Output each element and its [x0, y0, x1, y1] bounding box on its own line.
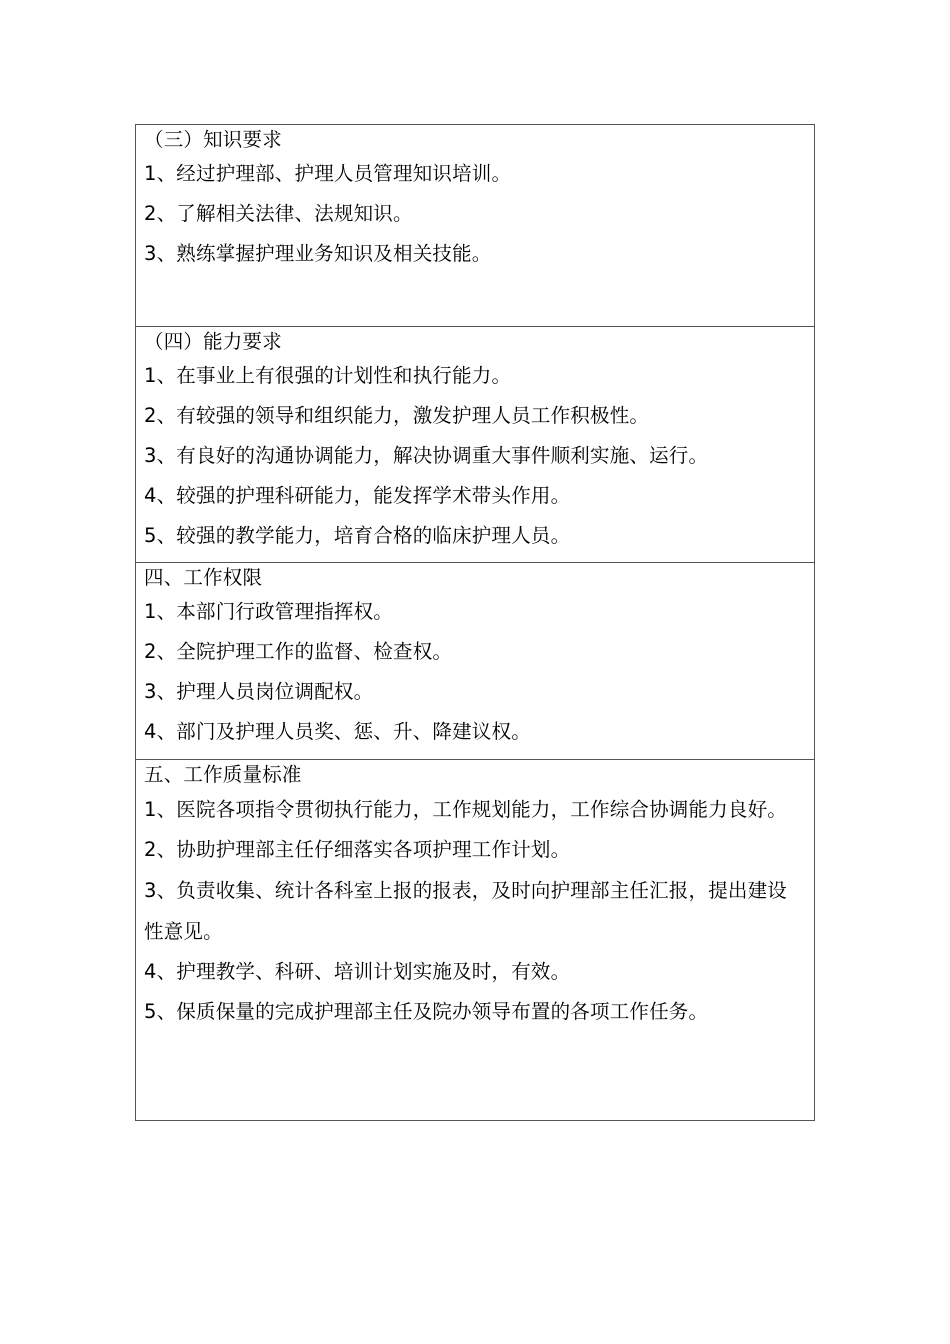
section-work-authority	[136, 562, 814, 759]
list-item: 5、较强的教学能力，培育合格的临床护理人员。	[144, 524, 571, 547]
list-item: 3、有良好的沟通协调能力，解决协调重大事件顺利实施、运行。	[144, 444, 709, 467]
section-knowledge-requirements	[136, 125, 814, 326]
list-item: 4、较强的护理科研能力，能发挥学术带头作用。	[144, 484, 571, 507]
list-item: 4、护理教学、科研、培训计划实施及时，有效。	[144, 960, 571, 983]
list-item: 3、负责收集、统计各科室上报的报表，及时向护理部主任汇报，提出建设性意见。	[144, 879, 788, 943]
list-item: 2、了解相关法律、法规知识。	[144, 202, 413, 225]
list-item: 1、本部门行政管理指挥权。	[144, 600, 394, 623]
section-heading: （三）知识要求	[144, 128, 282, 151]
list-item: 1、经过护理部、护理人员管理知识培训。	[144, 162, 512, 185]
section-heading: （四）能力要求	[144, 330, 282, 353]
section-heading: 五、工作质量标准	[144, 763, 302, 786]
job-description-table	[135, 124, 815, 1121]
list-item: 1、医院各项指令贯彻执行能力，工作规划能力，工作综合协调能力良好。	[144, 798, 788, 821]
list-item: 5、保质保量的完成护理部主任及院办领导布置的各项工作任务。	[144, 1000, 709, 1023]
section-ability-requirements	[136, 326, 814, 562]
list-item: 2、有较强的领导和组织能力，激发护理人员工作积极性。	[144, 404, 650, 427]
section-heading: 四、工作权限	[144, 566, 263, 589]
list-item: 3、熟练掌握护理业务知识及相关技能。	[144, 242, 492, 265]
list-item: 1、在事业上有很强的计划性和执行能力。	[144, 364, 512, 387]
section-work-quality-standards	[136, 759, 814, 1120]
list-item: 2、协助护理部主任仔细落实各项护理工作计划。	[144, 838, 571, 861]
list-item: 4、部门及护理人员奖、惩、升、降建议权。	[144, 720, 531, 743]
list-item: 3、护理人员岗位调配权。	[144, 680, 374, 703]
list-item: 2、全院护理工作的监督、检查权。	[144, 640, 453, 663]
